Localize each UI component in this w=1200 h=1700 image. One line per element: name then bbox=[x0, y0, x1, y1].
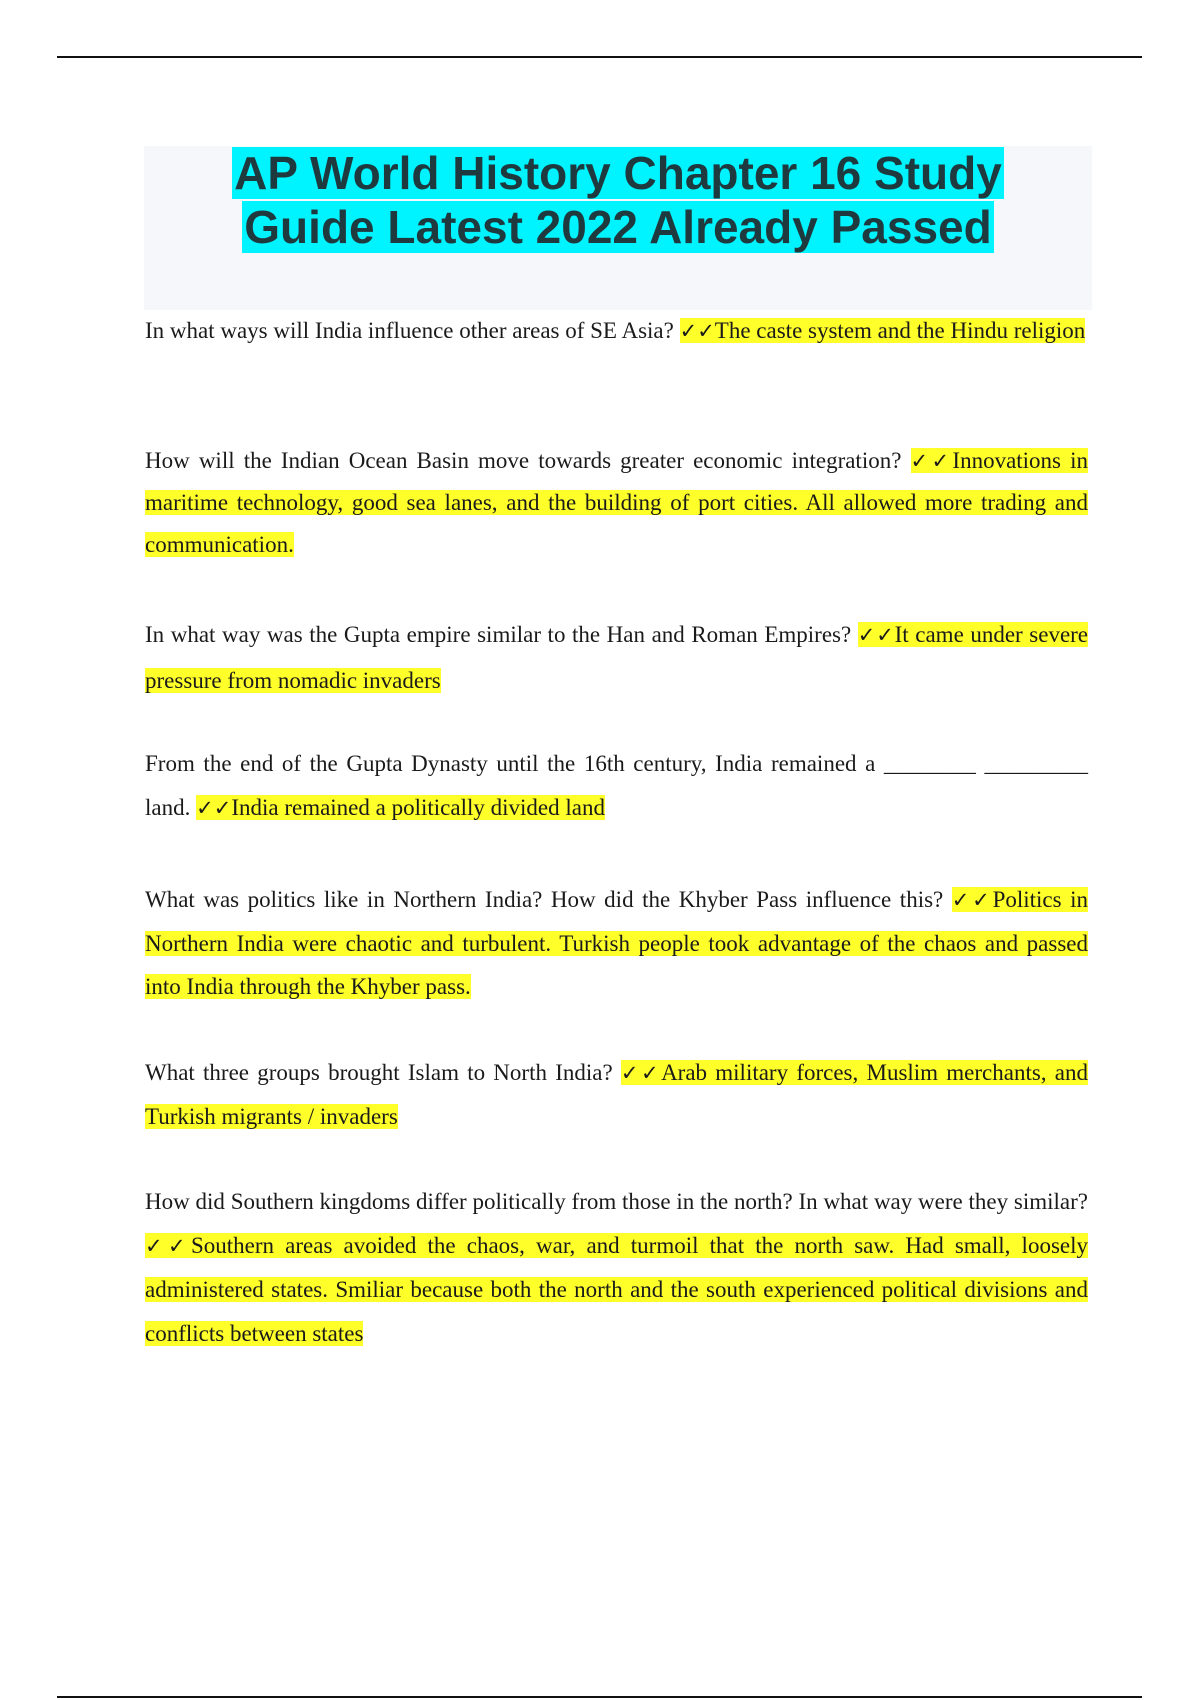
qa-item-6 bbox=[145, 1051, 1088, 1139]
check-icon: ✓✓ bbox=[679, 319, 715, 343]
answer-4: India remained a politically divided land bbox=[231, 795, 605, 820]
qa-item-7 bbox=[145, 1180, 1088, 1356]
title-block bbox=[144, 146, 1092, 310]
title-line-2: Guide Latest 2022 Already Passed bbox=[244, 201, 992, 253]
check-icon: ✓✓ bbox=[857, 623, 895, 647]
top-rule bbox=[57, 56, 1142, 58]
answer-1-highlight bbox=[680, 318, 1086, 343]
answer-5: Politics in Northern India were chaotic and turbulent. Turkish people took advantage of the chaos and passed into India through the Khyber pass. bbox=[145, 887, 1089, 999]
question-7: How did Southern kingdoms differ politically from those in the north? In what way were they similar? bbox=[145, 1189, 1088, 1214]
qa-item-1 bbox=[145, 308, 1088, 354]
answer-4-highlight bbox=[196, 795, 605, 820]
answer-7-highlight bbox=[145, 1233, 1088, 1346]
question-4: From the end of the Gupta Dynasty until the 16th century, India remained a ________ _________ land. bbox=[145, 751, 1088, 820]
qa-item-5 bbox=[145, 878, 1088, 1008]
qa-item-4 bbox=[145, 742, 1088, 830]
check-icon: ✓✓ bbox=[620, 1061, 662, 1085]
answer-7: Southern areas avoided the chaos, war, and turmoil that the north saw. Had small, loosely administered states. Smiliar because both the north and the south experienced political divisions and conflicts between states bbox=[145, 1233, 1088, 1346]
answer-6: Arab military forces, Muslim merchants, and Turkish migrants / invaders bbox=[145, 1060, 1088, 1129]
answer-1: The caste system and the Hindu religion bbox=[714, 318, 1086, 343]
check-icon: ✓✓ bbox=[910, 449, 953, 473]
bottom-rule bbox=[57, 1696, 1142, 1698]
question-6: What three groups brought Islam to North India? bbox=[145, 1060, 613, 1085]
check-icon: ✓✓ bbox=[145, 1234, 191, 1258]
answer-3: It came under severe pressure from nomadic invaders bbox=[145, 622, 1089, 693]
question-1: In what ways will India influence other areas of SE Asia? bbox=[145, 318, 674, 343]
check-icon: ✓✓ bbox=[951, 888, 993, 912]
qa-item-3 bbox=[145, 612, 1088, 704]
check-icon: ✓✓ bbox=[196, 796, 232, 820]
document-title bbox=[144, 146, 1092, 254]
question-3: In what way was the Gupta empire similar to the Han and Roman Empires? bbox=[145, 622, 852, 647]
answer-2: Innovations in maritime technology, good sea lanes, and the building of port cities. All allowed more trading and communication. bbox=[145, 448, 1088, 557]
question-5: What was politics like in Northern India? How did the Khyber Pass influence this? bbox=[145, 887, 944, 912]
title-line-1: AP World History Chapter 16 Study bbox=[234, 147, 1002, 199]
question-2: How will the Indian Ocean Basin move towards greater economic integration? bbox=[145, 448, 902, 473]
qa-item-2 bbox=[145, 440, 1088, 566]
